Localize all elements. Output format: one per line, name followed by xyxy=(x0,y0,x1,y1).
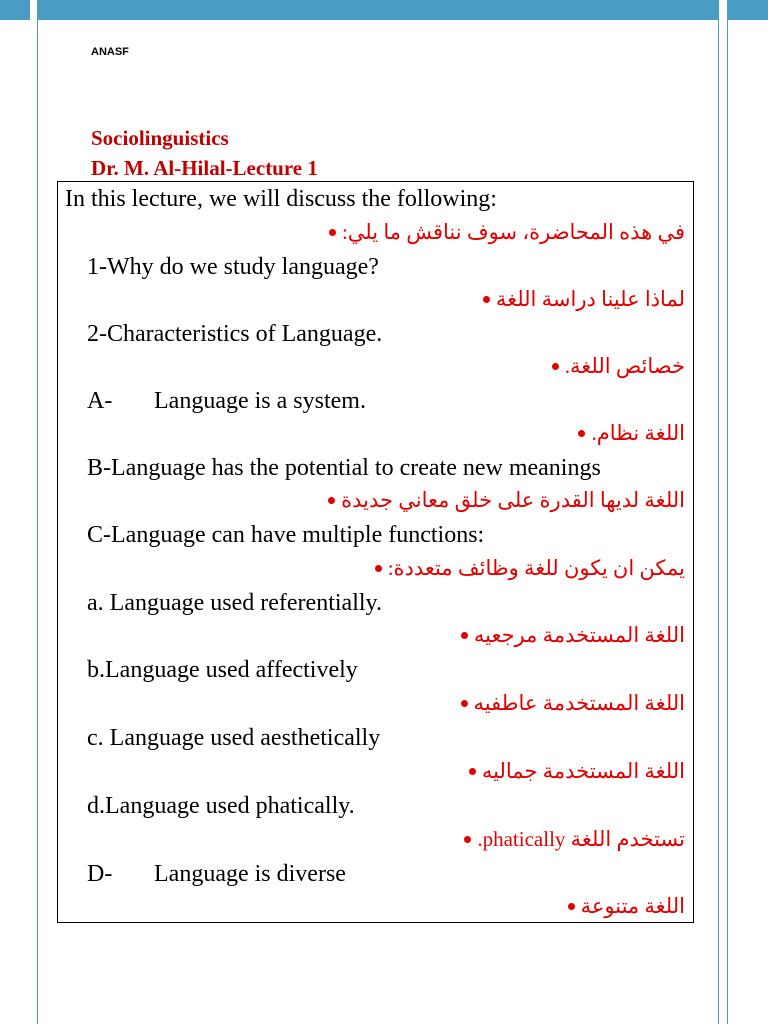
page-border-right xyxy=(718,0,719,1024)
english-line: A- Language is a system. xyxy=(87,388,366,414)
bullet-icon xyxy=(552,363,559,370)
intro-text: In this lecture, we will discuss the following: xyxy=(65,186,497,212)
lecture-title: Dr. M. Al-Hilal-Lecture 1 xyxy=(91,156,318,180)
arabic-line: خصائص اللغة. xyxy=(552,354,685,379)
arabic-line: في هذه المحاضرة، سوف نناقش ما يلي: xyxy=(329,220,685,245)
course-title: Sociolinguistics xyxy=(91,126,229,150)
bullet-icon xyxy=(328,497,335,504)
english-line: 2-Characteristics of Language. xyxy=(87,321,383,347)
content-box xyxy=(57,181,694,923)
bullet-icon xyxy=(329,229,336,236)
bullet-icon xyxy=(568,903,575,910)
bullet-icon xyxy=(483,296,490,303)
arabic-line: اللغة لديها القدرة على خلق معاني جديدة xyxy=(328,488,685,513)
english-line: c. Language used aesthetically xyxy=(87,725,381,751)
page-border-outer-right xyxy=(727,0,728,1024)
bullet-icon xyxy=(375,565,382,572)
top-band-middle xyxy=(38,0,718,20)
arabic-line: تستخدم اللغة phatically. xyxy=(464,827,685,852)
bullet-icon xyxy=(461,632,468,639)
arabic-line: لماذا علينا دراسة اللغة xyxy=(483,287,685,312)
english-line: B-Language has the potential to create new meanings xyxy=(87,455,601,481)
arabic-line: اللغة المستخدمة مرجعيه xyxy=(461,623,685,648)
english-line: a. Language used referentially. xyxy=(87,590,382,616)
bullet-icon xyxy=(469,768,476,775)
top-band-right xyxy=(728,0,768,20)
arabic-line: اللغة نظام. xyxy=(578,421,685,446)
bullet-icon xyxy=(464,836,471,843)
arabic-line: يمكن ان يكون للغة وظائف متعددة: xyxy=(375,556,685,581)
english-line: D- Language is diverse xyxy=(87,861,346,887)
arabic-line: اللغة المستخدمة جماليه xyxy=(469,759,685,784)
english-line: C-Language can have multiple functions: xyxy=(87,522,485,548)
english-line: b.Language used affectively xyxy=(87,657,358,683)
arabic-line: اللغة متنوعة xyxy=(568,894,685,919)
arabic-line: اللغة المستخدمة عاطفيه xyxy=(461,691,685,716)
english-line: 1-Why do we study language? xyxy=(87,254,379,280)
page-border-left xyxy=(37,0,38,1024)
top-band-left xyxy=(0,0,30,20)
bullet-icon xyxy=(578,430,585,437)
english-line: d.Language used phatically. xyxy=(87,793,355,819)
bullet-icon xyxy=(461,700,468,707)
header-tag: ANASF xyxy=(91,46,129,58)
